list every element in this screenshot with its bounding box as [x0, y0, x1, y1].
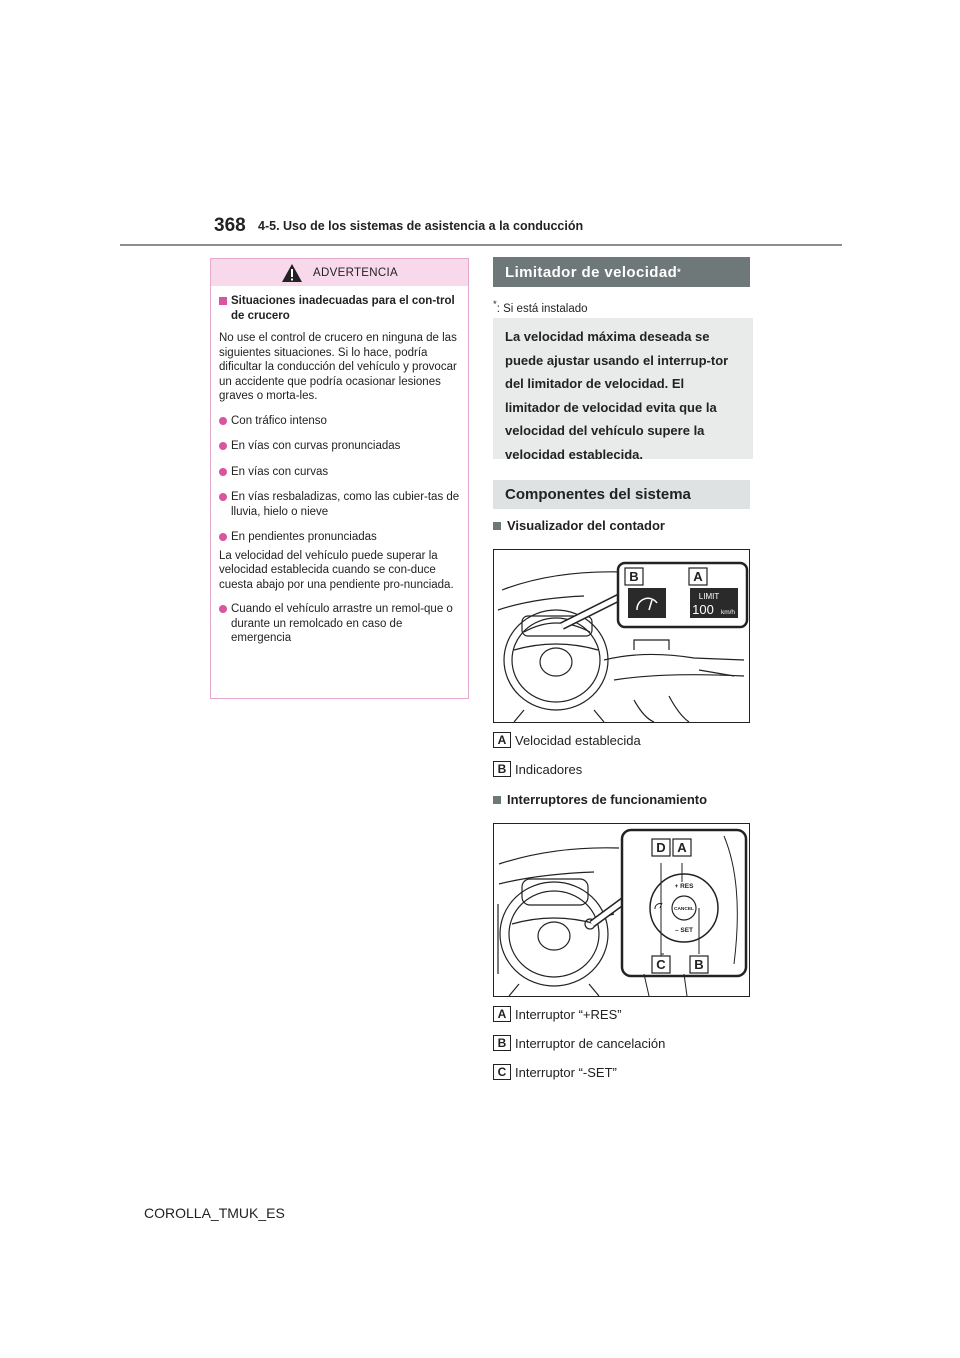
list-item-text: En vías con curvas [231, 465, 329, 478]
list-item [219, 465, 460, 480]
list-item-text: Con tráfico intenso [231, 414, 327, 427]
warning-intro: No use el control de crucero en ninguna de las siguientes situaciones. Si lo hace, podría dificultar la conducción del vehículo y provocar un accidente que podría ocasionar lesiones graves o morta-les. [219, 332, 457, 402]
legend-item [493, 1035, 665, 1051]
legend-item [493, 732, 641, 748]
round-bullet-icon [219, 442, 227, 450]
legend-text: Indicadores [515, 761, 583, 777]
legend-item [493, 1006, 622, 1022]
meter-heading-text: Visualizador del contador [507, 518, 665, 533]
cancel-switch-label: CANCEL [674, 907, 694, 912]
list-item [219, 602, 460, 646]
switches-illustration [493, 823, 750, 997]
limiter-title: Limitador de velocidad [505, 263, 678, 281]
list-item-text: En vías con curvas pronunciadas [231, 440, 401, 452]
section-title: 4-5. Uso de los sistemas de asistencia a la conducción [258, 219, 584, 233]
dashboard-drawing [494, 550, 749, 722]
legend-key: A [493, 1006, 511, 1022]
warning-title: ADVERTENCIA [313, 266, 398, 279]
components-heading: Componentes del sistema [493, 480, 750, 509]
legend-key: B [493, 1035, 511, 1051]
legend-text: Velocidad establecida [515, 732, 641, 748]
legend-key: A [493, 732, 511, 748]
display-unit: km/h [720, 609, 736, 616]
legend-text: Interruptor “+RES” [515, 1006, 622, 1022]
document-code: COROLLA_TMUK_ES [144, 1205, 285, 1221]
list-item-text: En pendientes pronunciadas [231, 531, 377, 543]
round-bullet-icon [219, 533, 227, 541]
legend-text: Interruptor “-SET” [515, 1064, 617, 1080]
page-number: 368 [214, 215, 246, 236]
header-divider [120, 244, 842, 246]
round-bullet-icon [219, 605, 227, 613]
limiter-intro: La velocidad máxima deseada se puede ajustar usando el interrup-tor del limitador de velocidad. El limitador de velocidad evita que la velocidad del vehículo supere la velocidad establecida. [493, 318, 753, 459]
legend-item [493, 761, 582, 777]
display-speed: 100 [692, 602, 714, 617]
legend-text: Interruptor de cancelación [515, 1035, 666, 1051]
list-item [219, 530, 460, 545]
round-bullet-icon [219, 417, 227, 425]
legend-key: B [493, 761, 511, 777]
warning-subheading [219, 294, 460, 323]
legend-key: C [493, 1064, 511, 1080]
display-limit-label: LIMIT [698, 592, 720, 601]
round-bullet-icon [219, 468, 227, 476]
warning-subheading-text: Situaciones inadecuadas para el con-trol de crucero [231, 295, 455, 322]
square-bullet-icon [219, 297, 227, 305]
callout-b: B [629, 569, 639, 584]
warning-header [211, 259, 468, 286]
meter-illustration [493, 549, 750, 723]
list-item [219, 439, 460, 454]
callout-a: A [677, 840, 687, 855]
limiter-heading [493, 257, 750, 287]
round-bullet-icon [219, 493, 227, 501]
callout-d: D [656, 840, 666, 855]
steering-wheel-drawing [494, 824, 749, 996]
meter-heading [493, 518, 665, 533]
switches-heading [493, 792, 707, 807]
list-item-text: En vías resbaladizas, como las cubier-tas de lluvia, hielo o nieve [231, 491, 460, 518]
list-item-text: Cuando el vehículo arrastre un remol-que o durante un remolcado en caso de emergencia [231, 603, 453, 644]
set-switch-label: – SET [674, 927, 694, 934]
callout-b: B [694, 957, 704, 972]
list-item [219, 414, 460, 429]
res-switch-label: + RES [674, 883, 694, 890]
callout-c: C [656, 957, 666, 972]
footnote [493, 299, 588, 315]
footnote-mark: * [493, 299, 497, 310]
footnote-text: : Si está instalado [496, 302, 588, 315]
legend-item [493, 1064, 617, 1080]
square-bullet-icon [493, 522, 501, 530]
list-item [219, 490, 460, 519]
warning-body [211, 286, 468, 646]
warning-triangle-icon [281, 263, 303, 283]
callout-a: A [693, 569, 703, 584]
warning-box [210, 258, 469, 699]
switches-heading-text: Interruptores de funcionamiento [507, 792, 708, 807]
square-bullet-icon [493, 796, 501, 804]
limiter-title-mark: * [677, 267, 682, 277]
slope-note: La velocidad del vehículo puede superar la velocidad establecida cuando se con-duce cuesta abajo por una pendiente pro-nunciada. [219, 549, 454, 591]
